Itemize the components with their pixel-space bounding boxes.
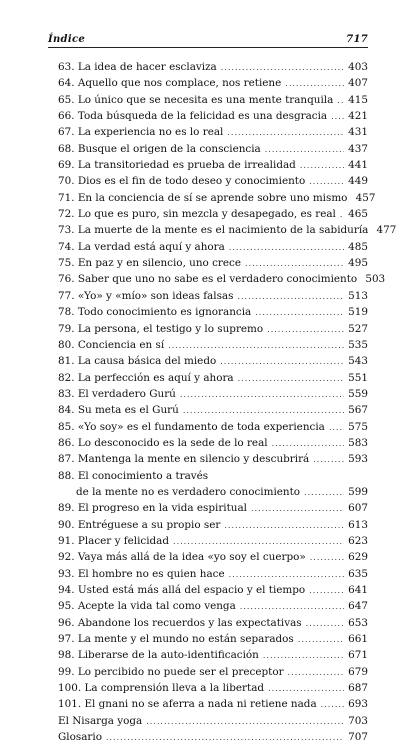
- toc-entry: [58, 386, 368, 402]
- dot-leader: [304, 485, 344, 501]
- toc-entry-title: 86. Lo desconocido es la sede de lo real: [58, 436, 268, 449]
- dot-leader: [263, 648, 344, 664]
- dot-leader: [240, 599, 344, 615]
- toc-entry-page: 551: [348, 371, 368, 384]
- toc-entry-page: 583: [348, 436, 368, 449]
- toc-entry-page: 679: [348, 665, 368, 678]
- dot-leader: [267, 322, 344, 338]
- toc-entry-page: 687: [348, 682, 368, 695]
- toc-entry-page: 641: [348, 584, 368, 596]
- toc-entry-title: 85. «Yo soy» es el fundamento de toda experiencia: [58, 420, 325, 433]
- toc-entry: [58, 206, 368, 222]
- dot-leader: [183, 403, 344, 419]
- dot-leader: [321, 697, 344, 713]
- toc-entry-page: 457: [355, 191, 376, 204]
- toc-entry-title: 72. Lo que es puro, sin mezcla y desapegado, es real: [58, 208, 336, 221]
- toc-entry: [58, 141, 368, 157]
- dot-leader: [224, 518, 344, 534]
- dot-leader: [306, 616, 344, 632]
- toc-entry-title: 80. Conciencia en sí: [58, 338, 165, 351]
- dot-leader: [255, 305, 344, 321]
- dot-leader: [288, 665, 344, 681]
- toc-entry-page: 477: [376, 224, 397, 237]
- page-number: 717: [346, 34, 368, 45]
- toc-entry-page: 707: [348, 731, 368, 744]
- toc-entry-page: 403: [348, 61, 368, 73]
- toc-entry-title: 99. Lo percibido no puede ser el preceptor: [58, 665, 284, 678]
- toc-entry-page: 607: [348, 502, 368, 515]
- toc-entry: [58, 468, 368, 484]
- dot-leader: [329, 420, 344, 436]
- dot-leader: [237, 289, 344, 305]
- toc-entry-title: 75. En paz y en silencio, uno crece: [58, 257, 242, 270]
- toc-entry-title: 91. Placer y felicidad: [58, 534, 170, 547]
- toc-entry-title: 93. El hombre no es quien hace: [58, 567, 225, 580]
- toc-entry-title: Glosario: [58, 731, 102, 744]
- dot-leader: [173, 534, 344, 550]
- dot-leader: [309, 583, 344, 599]
- dot-leader: [298, 632, 344, 648]
- toc-entry-page: 567: [348, 404, 368, 417]
- dot-leader: [106, 730, 344, 746]
- toc-entry-title: 88. El conocimiento a través: [58, 469, 209, 482]
- dot-leader: [220, 354, 344, 370]
- toc-entry-page: 671: [348, 649, 368, 662]
- toc-entry: [58, 484, 368, 500]
- dot-leader: [227, 125, 344, 141]
- toc-entry-page: 465: [348, 208, 368, 221]
- toc-entry-title: 89. El progreso en la vida espiritual: [58, 502, 248, 515]
- toc-entry-title: 90. Entréguese a su propio ser: [58, 518, 221, 531]
- toc-entry: [58, 615, 368, 631]
- dot-leader: [168, 338, 344, 354]
- dot-leader: [300, 158, 344, 174]
- dot-leader: [340, 207, 344, 223]
- toc-entry-title: 77. «Yo» y «mío» son ideas falsas: [58, 289, 234, 302]
- toc-entry-page: 559: [348, 387, 368, 400]
- toc-entry-page: 543: [348, 355, 368, 368]
- toc-entry: [58, 713, 368, 729]
- toc-entry-title: 94. Usted está más allá del espacio y el tiempo: [58, 584, 306, 596]
- toc-entry-page: 485: [348, 240, 368, 253]
- toc-entry: [58, 680, 368, 696]
- toc-entry-title: 95. Acepte la vida tal como venga: [58, 600, 236, 613]
- toc-entry: [58, 124, 368, 140]
- dot-leader: [180, 387, 344, 403]
- dot-leader: [272, 436, 344, 452]
- toc-entry: [58, 190, 376, 206]
- toc-entry: [58, 696, 368, 712]
- toc-entry: [58, 598, 368, 614]
- toc-entry-title: de la mente no es verdadero conocimiento: [76, 485, 301, 498]
- toc-entry: [58, 729, 368, 745]
- dot-leader: [337, 93, 344, 109]
- toc-entry-page: 575: [348, 420, 368, 433]
- toc-entry-page: 513: [348, 289, 368, 302]
- toc-entry-title: 92. Vaya más allá de la idea «yo soy el cuerpo»: [58, 551, 306, 564]
- toc-entry-page: 593: [348, 453, 368, 466]
- toc-entry-title: El Nisarga yoga: [58, 714, 143, 727]
- toc-entry: [58, 647, 368, 663]
- toc-entry: [58, 517, 368, 533]
- toc-entry-page: 703: [348, 714, 368, 727]
- toc-entry-title: 67. La experiencia no es lo real: [58, 126, 224, 139]
- toc-entry-page: 431: [348, 126, 368, 139]
- toc-entry-page: 535: [348, 338, 368, 351]
- toc-entry: [58, 533, 368, 549]
- toc-entry-title: 101. El gnani no se aferra a nada ni retiene nada: [58, 698, 317, 711]
- toc-entry-page: 421: [348, 110, 368, 123]
- dot-leader: [313, 452, 344, 468]
- dot-leader: [331, 109, 344, 125]
- toc-entry-title: 83. El verdadero Gurú: [58, 387, 176, 400]
- toc-entry-title: 69. La transitoriedad es prueba de irrealidad: [58, 159, 296, 172]
- dot-leader: [229, 567, 344, 583]
- toc-entry-page: 635: [348, 567, 368, 580]
- toc-entry-page: 519: [348, 306, 368, 319]
- dot-leader: [221, 60, 344, 76]
- toc-entry-page: 647: [348, 600, 368, 613]
- toc-entry-title: 66. Toda búsqueda de la felicidad es una desgracia: [58, 110, 328, 123]
- toc-entry-title: 74. La verdad está aquí y ahora: [58, 240, 225, 253]
- toc-entry-title: 76. Saber que uno no sabe es el verdadero conocimiento: [58, 273, 358, 286]
- toc-entry-page: 415: [348, 93, 368, 106]
- toc-entry-page: 613: [348, 518, 368, 531]
- toc-entry: [58, 435, 368, 451]
- toc-entry: [58, 271, 386, 287]
- toc-entry: [58, 304, 368, 320]
- toc-entry: [58, 239, 368, 255]
- toc-entry-title: 82. La perfección es aquí y ahora: [58, 371, 234, 384]
- toc-entry: [58, 157, 368, 173]
- dot-leader: [229, 240, 344, 256]
- toc-entry-title: 97. La mente y el mundo no están separados: [58, 633, 294, 646]
- toc-entry-title: 65. Lo único que se necesita es una mente tranquila: [58, 93, 334, 106]
- toc-entry-page: 449: [348, 175, 368, 188]
- toc-entry-title: 78. Todo conocimiento es ignorancia: [58, 306, 252, 319]
- toc-entry-page: 599: [348, 485, 368, 498]
- toc-entry-page: 503: [365, 273, 386, 286]
- dot-leader: [146, 714, 344, 730]
- toc-entry: [58, 173, 368, 189]
- dot-leader: [309, 174, 344, 190]
- dot-leader: [245, 256, 344, 272]
- toc-entry: [58, 419, 368, 435]
- toc-entry-page: 407: [348, 77, 368, 90]
- toc-entry-title: 98. Liberarse de la auto-identificación: [58, 649, 259, 662]
- toc-entry-title: 68. Busque el origen de la consciencia: [58, 142, 261, 155]
- toc-entry-title: 79. La persona, el testigo y lo supremo: [58, 322, 264, 335]
- toc-entry-page: 653: [348, 616, 368, 629]
- dot-leader: [251, 501, 344, 517]
- toc-entry-title: 81. La causa básica del miedo: [58, 355, 217, 368]
- toc-entry: [58, 255, 368, 271]
- toc-entry: [58, 288, 368, 304]
- dot-leader: [238, 371, 344, 387]
- toc-entry-title: 87. Mantenga la mente en silencio y descubrirá: [58, 453, 310, 466]
- toc-entry-title: 71. En la conciencia de sí se aprende sobre uno mismo: [58, 191, 348, 204]
- toc-entry: [58, 337, 368, 353]
- toc-entry: [58, 92, 368, 108]
- table-of-contents: [58, 59, 397, 745]
- toc-entry: [58, 631, 368, 647]
- dot-leader: [310, 550, 344, 566]
- toc-entry-title: 96. Abandone los recuerdos y las expectativas: [58, 616, 302, 629]
- toc-entry-title: 63. La idea de hacer esclaviza: [58, 61, 217, 73]
- page-header: [48, 26, 368, 48]
- toc-entry: [58, 582, 368, 598]
- toc-entry: [58, 370, 368, 386]
- toc-entry-page: 623: [348, 534, 368, 547]
- toc-entry-title: 70. Dios es el fin de todo deseo y conocimiento: [58, 175, 306, 188]
- toc-entry-title: 84. Su meta es el Gurú: [58, 404, 179, 417]
- toc-entry: [58, 451, 368, 467]
- toc-entry: [58, 566, 368, 582]
- dot-leader: [285, 76, 344, 92]
- toc-entry: [58, 549, 368, 565]
- toc-entry-page: 693: [348, 698, 368, 711]
- toc-entry: [58, 108, 368, 124]
- toc-entry-title: 64. Aquello que nos complace, nos retiene: [58, 77, 282, 90]
- toc-entry: [58, 664, 368, 680]
- toc-entry: [58, 222, 397, 238]
- dot-leader: [265, 142, 344, 158]
- toc-entry-page: 495: [348, 257, 368, 270]
- toc-entry-page: 437: [348, 142, 368, 155]
- toc-entry-page: 629: [348, 551, 368, 564]
- toc-entry-title: 73. La muerte de la mente es el nacimiento de la sabiduría: [58, 224, 369, 237]
- toc-entry-page: 527: [348, 322, 368, 335]
- toc-entry: [58, 353, 368, 369]
- toc-entry: [58, 75, 368, 91]
- toc-entry: [58, 402, 368, 418]
- toc-entry: [58, 500, 368, 516]
- toc-entry: [58, 59, 368, 75]
- dot-leader: [268, 681, 344, 697]
- toc-entry-page: 661: [348, 633, 368, 646]
- toc-entry-page: 441: [348, 159, 368, 172]
- toc-entry: [58, 321, 368, 337]
- page-title: Índice: [48, 34, 85, 45]
- toc-entry-title: 100. La comprensión lleva a la libertad: [58, 682, 265, 695]
